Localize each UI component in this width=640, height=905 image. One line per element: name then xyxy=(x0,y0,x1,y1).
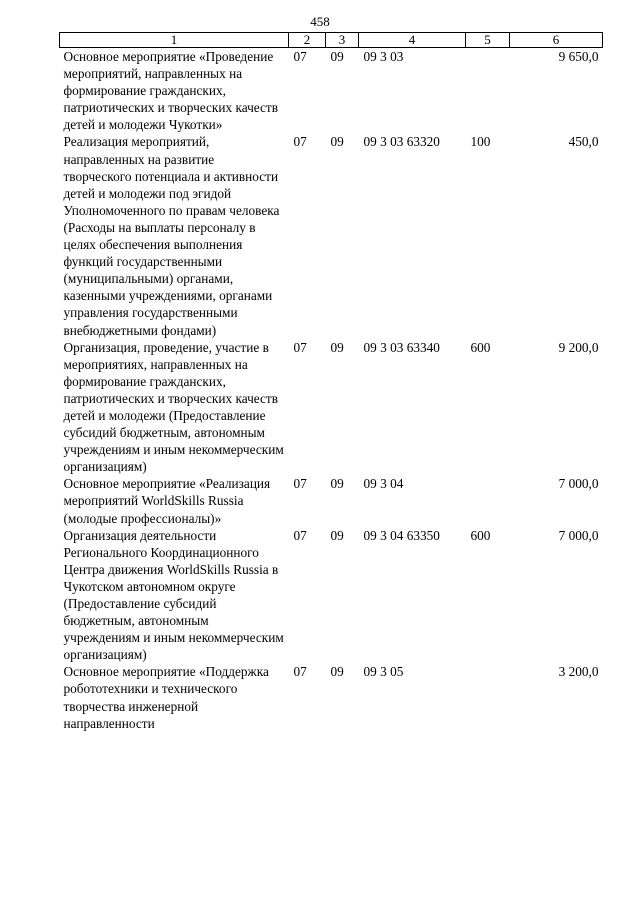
row-expense-type: 600 xyxy=(470,527,491,543)
column-header-1: 1 xyxy=(60,33,289,48)
row-amount: 450,0 xyxy=(568,134,599,150)
row-target-code: 09 3 04 xyxy=(363,476,404,492)
table-row xyxy=(60,48,603,134)
row-expense-type xyxy=(466,48,510,134)
row-amount: 7 000,0 xyxy=(558,527,599,543)
row-target-code: 09 3 03 xyxy=(363,49,404,64)
row-subsection: 09 xyxy=(330,476,344,492)
row-expense-type: 100 xyxy=(470,134,491,150)
row-subsection: 09 xyxy=(330,49,344,64)
row-section: 07 xyxy=(293,527,307,543)
table-row xyxy=(60,475,603,526)
row-section: 07 xyxy=(293,664,307,680)
table-row xyxy=(60,527,603,664)
row-name: Организация, проведение, участие в мероприятиях, направленных на формирование гражданских, патриотических и творческих качеств детей и молодежи (Предоставление субсидий бюджетным, автономным учреждениям и иным некоммерческим организациям) xyxy=(63,339,284,475)
row-expense-type: 600 xyxy=(470,339,491,355)
row-target-code: 09 3 03 63340 xyxy=(363,339,440,355)
column-header-2: 2 xyxy=(289,33,326,48)
row-name: Основное мероприятие «Проведение мероприятий, направленных на формирование гражданских, патриотических и творческих качеств детей и молодежи Чукотки» xyxy=(63,49,278,133)
table-row xyxy=(60,339,603,476)
row-target-code: 09 3 05 xyxy=(363,664,404,680)
row-section: 07 xyxy=(293,49,307,64)
row-expense-type xyxy=(466,475,510,526)
row-section: 07 xyxy=(293,134,307,150)
row-name: Основное мероприятие «Реализация мероприятий WorldSkills Russia (молодые профессионалы)» xyxy=(63,476,271,526)
row-amount: 9 650,0 xyxy=(558,49,599,64)
column-header-4: 4 xyxy=(359,33,466,48)
row-expense-type xyxy=(466,663,510,731)
row-subsection: 09 xyxy=(330,339,344,355)
column-header-3: 3 xyxy=(326,33,359,48)
row-name: Организация деятельности Регионального Координационного Центра движения WorldSkills Russia в Чукотском автономном округе (Предоставление субсидий бюджетным, автономным учреждениям и иным некоммерческим организациям) xyxy=(63,527,284,663)
row-amount: 9 200,0 xyxy=(558,339,599,355)
table-header-row xyxy=(60,33,603,48)
column-header-5: 5 xyxy=(466,33,510,48)
row-subsection: 09 xyxy=(330,134,344,150)
page-number: 458 xyxy=(310,14,330,29)
row-section: 07 xyxy=(293,339,307,355)
table-row xyxy=(60,663,603,731)
table-row xyxy=(60,133,603,338)
row-subsection: 09 xyxy=(330,664,344,680)
row-amount: 7 000,0 xyxy=(558,476,599,492)
row-amount: 3 200,0 xyxy=(558,664,599,680)
budget-table xyxy=(59,32,603,732)
row-name: Основное мероприятие «Поддержка робототехники и технического творчества инженерной направленности xyxy=(63,664,269,731)
row-target-code: 09 3 04 63350 xyxy=(363,527,440,543)
row-name: Реализация мероприятий, направленных на развитие творческого потенциала и активности детей и молодежи под эгидой Уполномоченного по правам человека (Расходы на выплаты персоналу в целях обеспечения выполнения функций государственными (муниципальными) органами, казенными учреждениями, органами управления государственными внебюджетными фондами) xyxy=(63,134,280,338)
column-header-6: 6 xyxy=(510,33,603,48)
row-target-code: 09 3 03 63320 xyxy=(363,134,440,150)
row-section: 07 xyxy=(293,476,307,492)
row-subsection: 09 xyxy=(330,527,344,543)
